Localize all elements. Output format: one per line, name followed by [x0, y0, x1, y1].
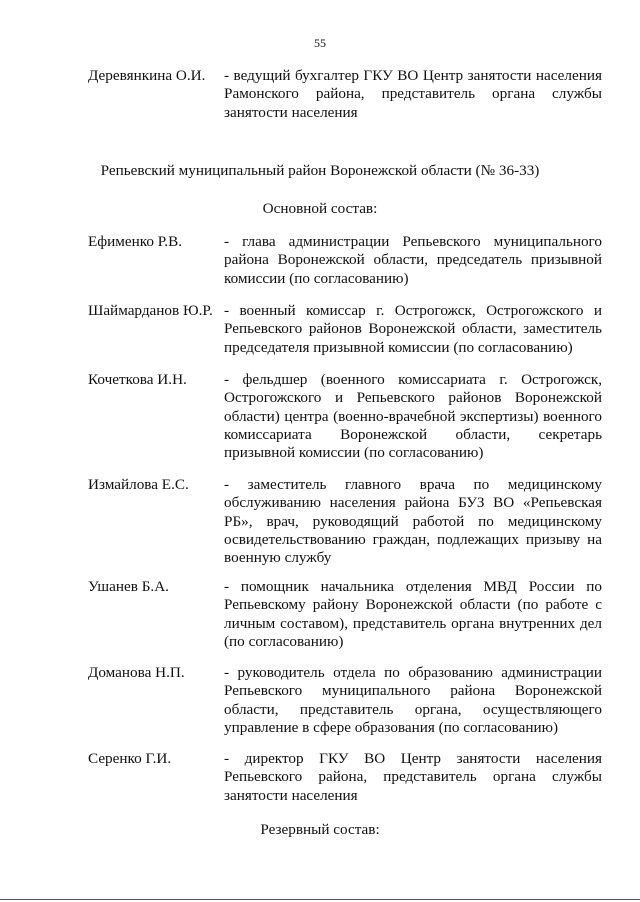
entry-name: Деревянкина О.И.: [88, 67, 206, 84]
member-entry: [88, 664, 602, 737]
reserve-composition-heading: Резервный состав:: [260, 821, 380, 838]
member-description: - помощник начальника отделения МВД России по Репьевскому району Воронежской области (по работе с личным составом), представитель органа внутренних дел (по согласованию): [224, 578, 602, 650]
member-description: - директор ГКУ ВО Центр занятости населения Репьевского района, представитель органа службы занятости населения: [224, 750, 602, 804]
member-entry: [88, 476, 602, 567]
member-description: - фельдшер (военного комиссариата г. Острогожск, Острогожского и Репьевского районов Воронежской области) центра (военно-врачебной экспертизы) военного комиссариата Воронежской области, секретарь призывной комиссии (по согласованию): [224, 371, 602, 462]
member-name: Измайлова Е.С.: [88, 476, 189, 493]
member-name: Кочеткова И.Н.: [88, 371, 187, 388]
member-name: Серенко Г.И.: [88, 750, 172, 767]
page-number: 55: [314, 36, 326, 50]
member-entry: [88, 578, 602, 651]
member-entry: [88, 302, 602, 357]
member-entry: [88, 750, 602, 805]
footer-rule: [0, 899, 640, 900]
entry-description: - ведущий бухгалтер ГКУ ВО Центр занятости населения Рамонского района, представитель органа службы занятости населения: [224, 67, 602, 121]
member-name: Ушанев Б.А.: [88, 578, 169, 595]
main-composition-heading: Основной состав:: [262, 200, 378, 217]
member-description: - военный комиссар г. Острогожск, Острогожского и Репьевского районов Воронежской области, заместитель председателя призывной комиссии (по согласованию): [224, 302, 602, 356]
member-entry: [88, 233, 602, 288]
member-name: Доманова Н.П.: [88, 664, 185, 681]
member-name: Шаймарданов Ю.Р.: [88, 302, 213, 319]
member-entry: [88, 371, 602, 462]
member-description: - руководитель отдела по образованию администрации Репьевского муниципального района Воронежской области, представитель органа, осуществляющего управление в сфере образования (по согласованию): [224, 664, 602, 736]
member-name: Ефименко Р.В.: [88, 233, 182, 250]
top-entry: [88, 67, 602, 122]
district-heading: Репьевский муниципальный район Воронежской области (№ 36-33): [100, 162, 540, 179]
member-description: - глава администрации Репьевского муниципального района Воронежской области, председатель призывной комиссии (по согласованию): [224, 233, 602, 287]
member-description: - заместитель главного врача по медицинскому обслуживанию населения района БУЗ ВО «Репьевская РБ», врач, руководящий работой по медицинскому освидетельствованию граждан, подлежащих призыву на военную службу: [224, 476, 602, 567]
